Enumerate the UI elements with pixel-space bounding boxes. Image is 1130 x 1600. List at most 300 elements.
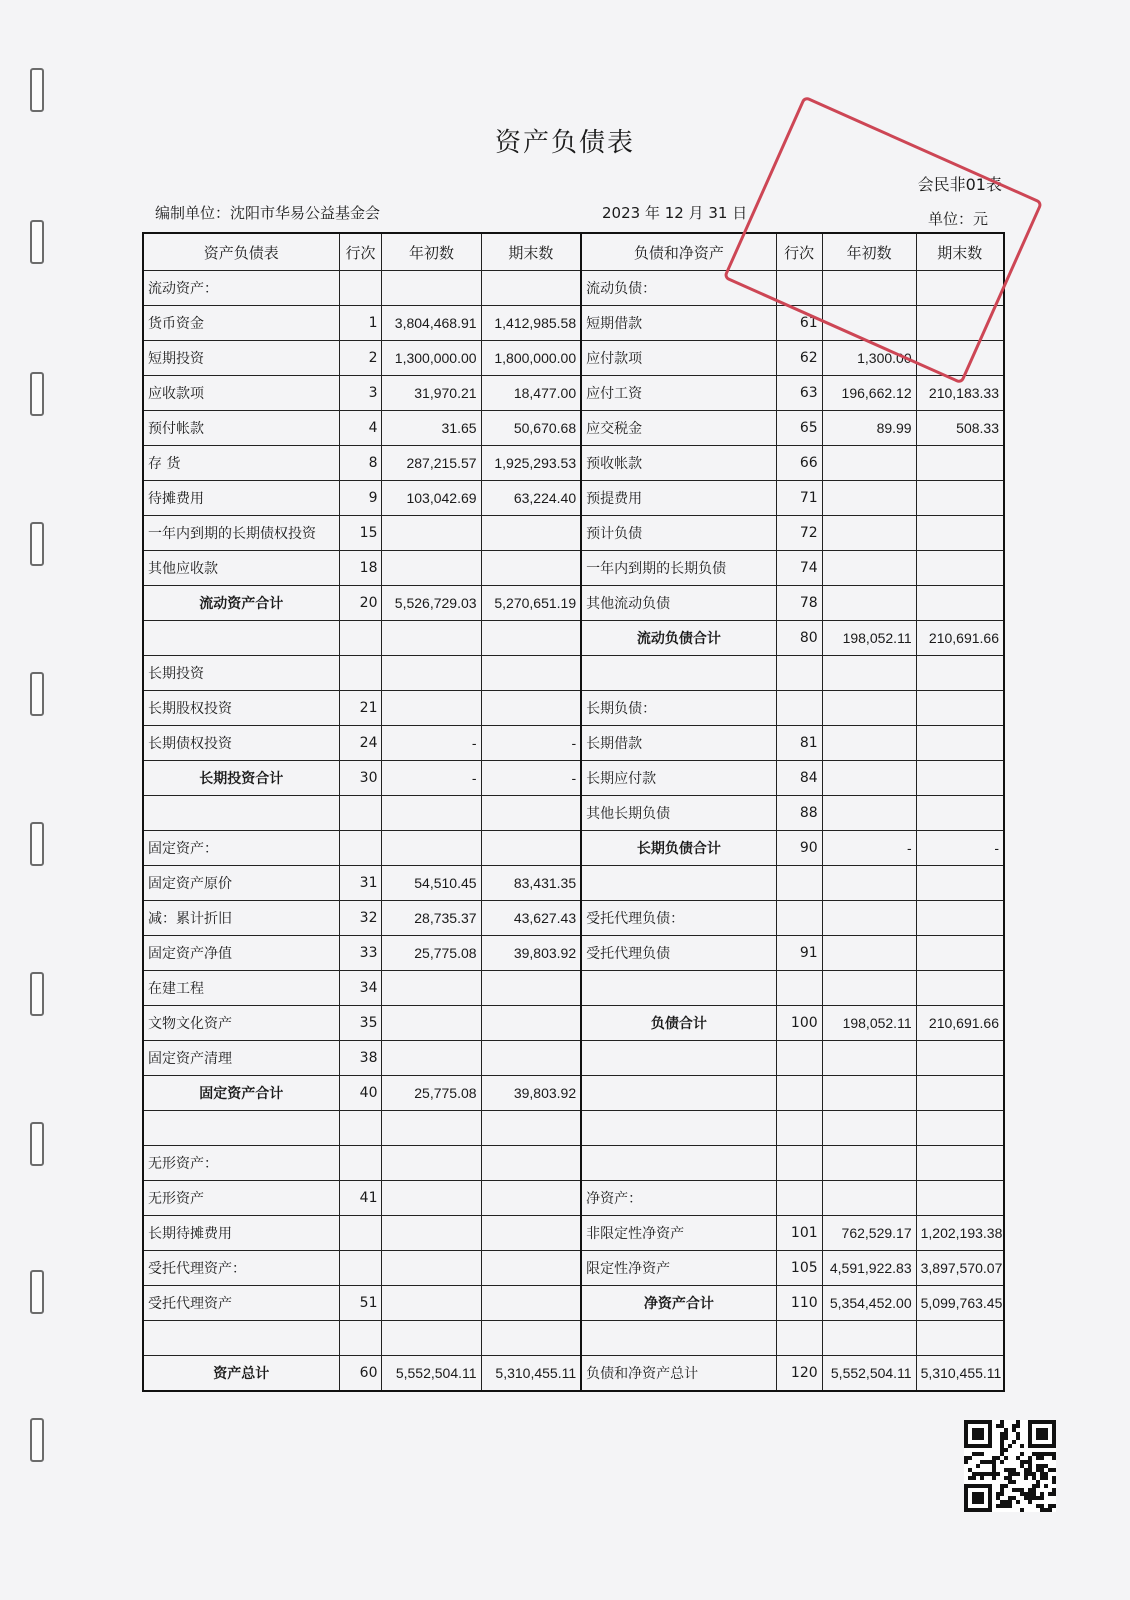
liability-begin-balance-cell [822,726,916,761]
liability-end-balance-cell [916,1181,1004,1216]
liability-end-balance-cell: 508.33 [916,411,1004,446]
asset-end-balance-cell: - [481,761,581,796]
asset-end-balance-cell: 50,670.68 [481,411,581,446]
liability-item-name-cell: 流动负债合计 [581,621,776,656]
binder-hole [30,1122,44,1166]
liability-line-number-cell: 105 [776,1251,822,1286]
liability-begin-balance-cell [822,306,916,341]
asset-line-number-cell [339,656,382,691]
asset-begin-balance-cell: - [382,726,481,761]
asset-item-name-cell: 固定资产合计 [143,1076,339,1111]
liability-end-balance-cell [916,271,1004,306]
asset-line-number-cell: 60 [339,1356,382,1392]
liability-item-name-cell: 应付工资 [581,376,776,411]
liability-begin-balance-cell: 762,529.17 [822,1216,916,1251]
asset-line-number-cell: 24 [339,726,382,761]
liability-line-number-cell: 101 [776,1216,822,1251]
asset-end-balance-cell [481,516,581,551]
liability-begin-balance-cell [822,761,916,796]
asset-end-balance-cell [481,1041,581,1076]
asset-item-name-cell [143,1111,339,1146]
asset-begin-balance-cell [382,1041,481,1076]
liability-begin-balance-cell [822,1146,916,1181]
liability-begin-balance-cell: 196,662.12 [822,376,916,411]
asset-line-number-cell: 41 [339,1181,382,1216]
asset-begin-balance-cell [382,1146,481,1181]
liability-line-number-cell: 84 [776,761,822,796]
liability-item-name-cell: 长期负债： [581,691,776,726]
currency-unit: 单位：元 [927,210,988,228]
table-row [143,1286,1004,1321]
asset-line-number-cell: 9 [339,481,382,516]
liability-line-number-cell: 78 [776,586,822,621]
liability-item-name-cell: 预收帐款 [581,446,776,481]
asset-end-balance-cell [481,831,581,866]
liability-end-balance-cell [916,516,1004,551]
binder-hole [30,522,44,566]
table-row [143,866,1004,901]
table-row [143,306,1004,341]
liability-line-number-cell: 90 [776,831,822,866]
liability-line-number-cell: 91 [776,936,822,971]
liability-begin-balance-cell: 198,052.11 [822,621,916,656]
table-row [143,1321,1004,1356]
asset-line-number-cell: 32 [339,901,382,936]
liability-begin-balance-cell [822,796,916,831]
liability-begin-balance-cell [822,1041,916,1076]
liability-item-name-cell: 预计负债 [581,516,776,551]
asset-item-name-cell: 无形资产 [143,1181,339,1216]
liability-begin-balance-cell [822,866,916,901]
liability-begin-balance-cell [822,481,916,516]
liability-begin-balance-cell [822,656,916,691]
asset-line-number-cell: 18 [339,551,382,586]
liability-begin-balance-cell [822,901,916,936]
asset-begin-balance-cell [382,516,481,551]
liability-item-name-cell: 流动负债： [581,271,776,306]
header-assets: 资产负债表 [143,233,339,271]
table-row [143,1181,1004,1216]
asset-end-balance-cell [481,621,581,656]
asset-end-balance-cell: 39,803.92 [481,1076,581,1111]
liability-item-name-cell: 非限定性净资产 [581,1216,776,1251]
binder-hole [30,822,44,866]
asset-item-name-cell: 长期待摊费用 [143,1216,339,1251]
liability-item-name-cell: 一年内到期的长期负债 [581,551,776,586]
asset-end-balance-cell: 63,224.40 [481,481,581,516]
liability-end-balance-cell: - [916,831,1004,866]
asset-item-name-cell: 一年内到期的长期债权投资 [143,516,339,551]
liability-line-number-cell: 71 [776,481,822,516]
liability-item-name-cell: 应付款项 [581,341,776,376]
liability-end-balance-cell [916,1076,1004,1111]
liability-end-balance-cell: 3,897,570.07 [916,1251,1004,1286]
table-row [143,481,1004,516]
table-row [143,1041,1004,1076]
liability-item-name-cell: 受托代理负债 [581,936,776,971]
liability-begin-balance-cell [822,586,916,621]
asset-line-number-cell: 15 [339,516,382,551]
asset-line-number-cell [339,621,382,656]
asset-begin-balance-cell [382,1111,481,1146]
table-row [143,831,1004,866]
binder-hole [30,1418,44,1462]
asset-end-balance-cell: 1,412,985.58 [481,306,581,341]
asset-end-balance-cell: 5,270,651.19 [481,586,581,621]
liability-end-balance-cell [916,796,1004,831]
liability-end-balance-cell: 5,099,763.45 [916,1286,1004,1321]
asset-begin-balance-cell: 103,042.69 [382,481,481,516]
asset-end-balance-cell [481,1181,581,1216]
liability-end-balance-cell [916,866,1004,901]
asset-line-number-cell: 4 [339,411,382,446]
liability-begin-balance-cell: 89.99 [822,411,916,446]
asset-end-balance-cell: 43,627.43 [481,901,581,936]
table-row [143,446,1004,481]
asset-item-name-cell: 预付帐款 [143,411,339,446]
liability-end-balance-cell [916,446,1004,481]
liability-end-balance-cell [916,586,1004,621]
header-begin-balance: 年初数 [822,233,916,271]
asset-line-number-cell: 40 [339,1076,382,1111]
liability-line-number-cell [776,1146,822,1181]
asset-item-name-cell: 流动资产合计 [143,586,339,621]
liability-item-name-cell: 应交税金 [581,411,776,446]
asset-end-balance-cell [481,1251,581,1286]
liability-item-name-cell [581,866,776,901]
asset-item-name-cell: 无形资产： [143,1146,339,1181]
liability-item-name-cell [581,1041,776,1076]
liability-item-name-cell: 长期应付款 [581,761,776,796]
asset-line-number-cell: 2 [339,341,382,376]
binder-hole [30,372,44,416]
asset-item-name-cell: 长期投资合计 [143,761,339,796]
asset-end-balance-cell [481,271,581,306]
liability-begin-balance-cell: 198,052.11 [822,1006,916,1041]
asset-end-balance-cell [481,1321,581,1356]
asset-item-name-cell: 其他应收款 [143,551,339,586]
asset-end-balance-cell [481,1216,581,1251]
table-row [143,1006,1004,1041]
liability-end-balance-cell [916,901,1004,936]
header-end-balance: 期末数 [481,233,581,271]
liability-begin-balance-cell: 4,591,922.83 [822,1251,916,1286]
asset-item-name-cell: 受托代理资产 [143,1286,339,1321]
liability-line-number-cell [776,1321,822,1356]
table-row [143,341,1004,376]
asset-item-name-cell: 固定资产净值 [143,936,339,971]
liability-end-balance-cell: 210,183.33 [916,376,1004,411]
liability-end-balance-cell [916,306,1004,341]
asset-line-number-cell: 21 [339,691,382,726]
liability-line-number-cell [776,901,822,936]
liability-line-number-cell [776,656,822,691]
asset-line-number-cell: 34 [339,971,382,1006]
table-row [143,1216,1004,1251]
liability-end-balance-cell [916,481,1004,516]
liability-item-name-cell: 长期借款 [581,726,776,761]
liability-end-balance-cell [916,726,1004,761]
table-row [143,1356,1004,1392]
liability-end-balance-cell [916,1041,1004,1076]
asset-end-balance-cell [481,691,581,726]
liability-begin-balance-cell: 5,354,452.00 [822,1286,916,1321]
asset-line-number-cell: 3 [339,376,382,411]
liability-line-number-cell: 88 [776,796,822,831]
asset-end-balance-cell [481,971,581,1006]
liability-line-number-cell [776,971,822,1006]
asset-line-number-cell [339,1146,382,1181]
asset-end-balance-cell [481,1006,581,1041]
table-row [143,1251,1004,1286]
asset-begin-balance-cell: 31,970.21 [382,376,481,411]
asset-item-name-cell [143,1321,339,1356]
asset-line-number-cell [339,1321,382,1356]
asset-item-name-cell: 应收款项 [143,376,339,411]
asset-item-name-cell: 固定资产： [143,831,339,866]
liability-end-balance-cell [916,656,1004,691]
asset-line-number-cell: 51 [339,1286,382,1321]
table-row [143,936,1004,971]
table-row [143,551,1004,586]
asset-begin-balance-cell: 287,215.57 [382,446,481,481]
balance-sheet-table [142,232,1005,1392]
asset-item-name-cell: 长期股权投资 [143,691,339,726]
asset-item-name-cell: 固定资产清理 [143,1041,339,1076]
asset-begin-balance-cell [382,831,481,866]
liability-item-name-cell [581,656,776,691]
liability-end-balance-cell [916,341,1004,376]
liability-begin-balance-cell [822,1076,916,1111]
binder-hole [30,68,44,112]
liability-item-name-cell: 限定性净资产 [581,1251,776,1286]
liability-line-number-cell: 61 [776,306,822,341]
liability-item-name-cell: 其他长期负债 [581,796,776,831]
liability-begin-balance-cell [822,1111,916,1146]
asset-line-number-cell [339,796,382,831]
table-row [143,516,1004,551]
asset-item-name-cell: 长期债权投资 [143,726,339,761]
asset-begin-balance-cell: 1,300,000.00 [382,341,481,376]
asset-end-balance-cell [481,1286,581,1321]
asset-end-balance-cell: 18,477.00 [481,376,581,411]
table-row [143,796,1004,831]
table-row [143,901,1004,936]
asset-item-name-cell: 减：累计折旧 [143,901,339,936]
asset-item-name-cell: 固定资产原价 [143,866,339,901]
table-row [143,271,1004,306]
liability-begin-balance-cell: 1,300.00 [822,341,916,376]
asset-begin-balance-cell: 5,526,729.03 [382,586,481,621]
asset-begin-balance-cell: 5,552,504.11 [382,1356,481,1392]
asset-line-number-cell: 1 [339,306,382,341]
asset-line-number-cell [339,831,382,866]
liability-begin-balance-cell [822,1181,916,1216]
liability-item-name-cell: 其他流动负债 [581,586,776,621]
asset-begin-balance-cell [382,796,481,831]
liability-begin-balance-cell [822,691,916,726]
binder-hole [30,1270,44,1314]
asset-line-number-cell [339,1111,382,1146]
header-line-no: 行次 [776,233,822,271]
asset-begin-balance-cell [382,621,481,656]
table-row [143,726,1004,761]
liability-end-balance-cell: 210,691.66 [916,1006,1004,1041]
liability-begin-balance-cell [822,551,916,586]
report-date: 2023 年 12 月 31 日 [602,204,748,222]
asset-line-number-cell: 30 [339,761,382,796]
asset-end-balance-cell: 5,310,455.11 [481,1356,581,1392]
asset-item-name-cell: 货币资金 [143,306,339,341]
table-row [143,586,1004,621]
liability-item-name-cell: 负债和净资产总计 [581,1356,776,1392]
asset-begin-balance-cell [382,971,481,1006]
liability-end-balance-cell [916,936,1004,971]
asset-end-balance-cell: 1,925,293.53 [481,446,581,481]
liability-item-name-cell: 预提费用 [581,481,776,516]
asset-item-name-cell: 资产总计 [143,1356,339,1392]
liability-line-number-cell: 80 [776,621,822,656]
asset-item-name-cell: 流动资产： [143,271,339,306]
asset-begin-balance-cell: 3,804,468.91 [382,306,481,341]
asset-begin-balance-cell [382,691,481,726]
asset-end-balance-cell: 1,800,000.00 [481,341,581,376]
liability-item-name-cell [581,1076,776,1111]
liability-line-number-cell [776,1076,822,1111]
liability-item-name-cell [581,971,776,1006]
asset-end-balance-cell [481,796,581,831]
asset-begin-balance-cell: 25,775.08 [382,1076,481,1111]
liability-end-balance-cell [916,551,1004,586]
liability-end-balance-cell [916,1321,1004,1356]
liability-line-number-cell: 110 [776,1286,822,1321]
asset-item-name-cell: 受托代理资产： [143,1251,339,1286]
binder-hole [30,972,44,1016]
asset-begin-balance-cell [382,1251,481,1286]
table-row [143,411,1004,446]
liability-item-name-cell: 受托代理负债： [581,901,776,936]
asset-begin-balance-cell [382,271,481,306]
table-row [143,621,1004,656]
liability-item-name-cell: 净资产合计 [581,1286,776,1321]
liability-item-name-cell: 净资产： [581,1181,776,1216]
asset-item-name-cell: 待摊费用 [143,481,339,516]
form-code: 会民非01表 [917,175,1002,194]
liability-end-balance-cell: 1,202,193.38 [916,1216,1004,1251]
liability-begin-balance-cell [822,936,916,971]
table-row [143,376,1004,411]
liability-item-name-cell: 负债合计 [581,1006,776,1041]
liability-begin-balance-cell [822,1321,916,1356]
liability-item-name-cell [581,1321,776,1356]
qr-code-icon [964,1420,1056,1512]
table-row [143,761,1004,796]
asset-end-balance-cell [481,656,581,691]
liability-end-balance-cell: 5,310,455.11 [916,1356,1004,1392]
asset-line-number-cell: 35 [339,1006,382,1041]
asset-item-name-cell: 存 货 [143,446,339,481]
document-title: 资产负债表 [494,128,635,158]
liability-begin-balance-cell: - [822,831,916,866]
liability-line-number-cell: 120 [776,1356,822,1392]
asset-begin-balance-cell: 25,775.08 [382,936,481,971]
liability-end-balance-cell [916,761,1004,796]
liability-line-number-cell [776,1041,822,1076]
liability-end-balance-cell [916,971,1004,1006]
asset-line-number-cell: 38 [339,1041,382,1076]
table-row [143,1111,1004,1146]
liability-line-number-cell: 81 [776,726,822,761]
liability-line-number-cell: 62 [776,341,822,376]
liability-begin-balance-cell: 5,552,504.11 [822,1356,916,1392]
liability-item-name-cell: 长期负债合计 [581,831,776,866]
table-row [143,971,1004,1006]
table-row [143,1146,1004,1181]
liability-end-balance-cell [916,691,1004,726]
asset-begin-balance-cell [382,1321,481,1356]
asset-begin-balance-cell [382,1286,481,1321]
liability-line-number-cell [776,1111,822,1146]
asset-line-number-cell [339,271,382,306]
asset-line-number-cell: 8 [339,446,382,481]
asset-end-balance-cell [481,1146,581,1181]
asset-item-name-cell: 文物文化资产 [143,1006,339,1041]
liability-line-number-cell [776,1181,822,1216]
header-liabilities: 负债和净资产 [581,233,776,271]
liability-begin-balance-cell [822,446,916,481]
liability-line-number-cell: 65 [776,411,822,446]
table-body [143,271,1004,1392]
liability-line-number-cell [776,271,822,306]
asset-begin-balance-cell: 54,510.45 [382,866,481,901]
header-line-no: 行次 [339,233,382,271]
asset-end-balance-cell [481,551,581,586]
liability-line-number-cell: 63 [776,376,822,411]
asset-line-number-cell: 20 [339,586,382,621]
asset-begin-balance-cell [382,656,481,691]
binder-hole [30,672,44,716]
asset-line-number-cell: 33 [339,936,382,971]
liability-end-balance-cell [916,1146,1004,1181]
table-header-row [143,233,1004,271]
liability-end-balance-cell [916,1111,1004,1146]
asset-begin-balance-cell [382,551,481,586]
liability-begin-balance-cell [822,971,916,1006]
asset-item-name-cell: 在建工程 [143,971,339,1006]
asset-end-balance-cell: - [481,726,581,761]
liability-begin-balance-cell [822,516,916,551]
liability-line-number-cell: 74 [776,551,822,586]
liability-line-number-cell [776,866,822,901]
liability-line-number-cell: 100 [776,1006,822,1041]
asset-item-name-cell: 短期投资 [143,341,339,376]
table-row [143,1076,1004,1111]
asset-end-balance-cell: 39,803.92 [481,936,581,971]
asset-line-number-cell: 31 [339,866,382,901]
asset-begin-balance-cell: 28,735.37 [382,901,481,936]
liability-begin-balance-cell [822,271,916,306]
liability-item-name-cell [581,1111,776,1146]
liability-line-number-cell [776,691,822,726]
asset-begin-balance-cell [382,1006,481,1041]
asset-line-number-cell [339,1251,382,1286]
asset-begin-balance-cell: 31.65 [382,411,481,446]
liability-item-name-cell [581,1146,776,1181]
liability-line-number-cell: 66 [776,446,822,481]
header-end-balance: 期末数 [916,233,1004,271]
liability-item-name-cell: 短期借款 [581,306,776,341]
organization-label: 编制单位：沈阳市华易公益基金会 [155,204,381,222]
